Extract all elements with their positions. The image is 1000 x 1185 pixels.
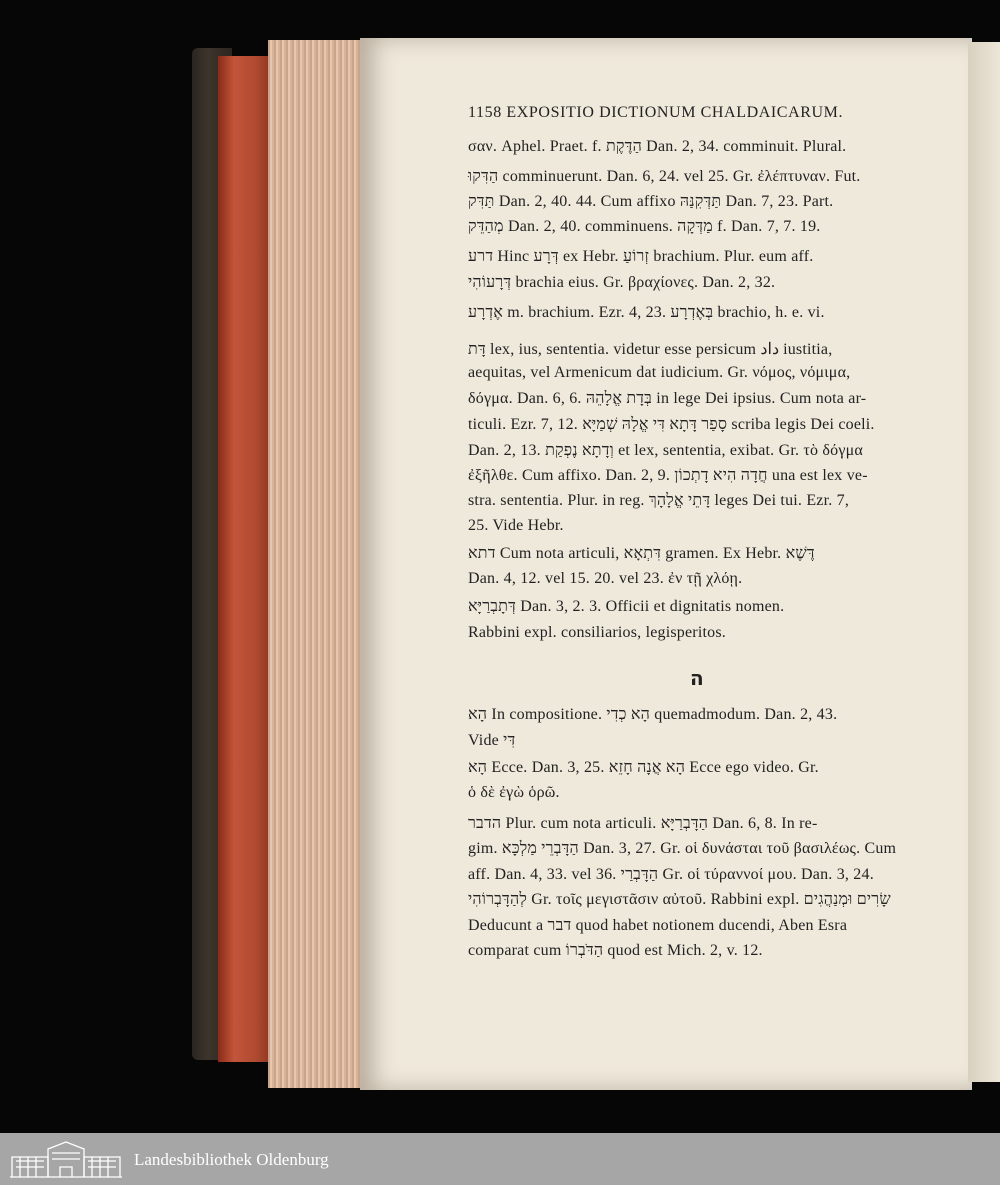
text-line: σαν. Aphel. Praet. f. הַדֶּקֶת Dan. 2, 34. comminuit. Plural. xyxy=(468,138,847,155)
text-line: אֶדְרָע m. brachium. Ezr. 4, 23. בְּאֶדְרָע brachio, h. e. vi. xyxy=(468,304,825,321)
text-line: דְּרָעוֹהִי brachia eius. Gr. βραχίονες. Dan. 2, 32. xyxy=(468,274,776,291)
text-line: הָא In compositione. הָא כְדִי quemadmodum. Dan. 2, 43. xyxy=(468,706,838,723)
text-line: הָא Ecce. Dan. 3, 25. הָא אֲנָה חָזֵא Ecce ego video. Gr. xyxy=(468,759,819,776)
text-line: Vide דִּי xyxy=(468,732,516,749)
text-line: דרע Hinc דְּרָע ex Hebr. זְרוֹעַ brachium. Plur. eum aff. xyxy=(468,248,814,265)
section-letter-he: ה xyxy=(690,666,704,690)
text-line: דְּתָבְרַיָּא Dan. 3, 2. 3. Officii et dignitatis nomen. xyxy=(468,598,785,615)
text-line: 25. Vide Hebr. xyxy=(468,517,564,534)
text-line: Rabbini expl. consiliarios, legisperitos. xyxy=(468,624,726,641)
text-line: תַּדִּק Dan. 2, 40. 44. Cum affixo תַּדְּקִנַּהּ Dan. 7, 23. Part. xyxy=(468,193,834,210)
text-line: הַדִּקוּ comminuerunt. Dan. 6, 24. vel 25. Gr. ἐλέπτυναν. Fut. xyxy=(468,168,861,185)
running-header: 1158 EXPOSITIO DICTIONUM CHALDAICARUM. xyxy=(468,104,844,121)
text-line: comparat cum הַדֹּבְרוֹ quod est Mich. 2, v. 12. xyxy=(468,942,763,959)
library-name: Landesbibliothek Oldenburg xyxy=(134,1150,329,1169)
text-line: δόγμα. Dan. 6, 6. בְּדָת אֱלָהֵהּ in lege Dei ipsius. Cum nota ar- xyxy=(468,390,867,407)
library-building-icon xyxy=(8,1139,124,1179)
text-line: aff. Dan. 4, 33. vel 36. הַדָּבְרַי Gr. οἱ τύραννοί μου. Dan. 3, 24. xyxy=(468,866,874,883)
text-line: Dan. 2, 13. וְדָתָא נֶפְקַת et lex, sententia, exibat. Gr. τὸ δόγμα xyxy=(468,442,863,459)
text-line: דָּת lex, ius, sententia. videtur esse persicum داد iustitia, xyxy=(468,341,833,358)
page-edge-red xyxy=(218,56,272,1062)
text-line: aequitas, vel Armenicum dat iudicium. Gr. νόμος, νόμιμα, xyxy=(468,364,851,381)
text-line: ticuli. Ezr. 7, 12. סָפַר דָּתָא דִּי אֱלָהּ שְׁמַיָּא scriba legis Dei coeli. xyxy=(468,416,875,433)
page-block-edges xyxy=(268,40,366,1088)
text-line: Deducunt a דבר quod habet notionem ducendi, Aben Esra xyxy=(468,917,848,934)
footer-bar xyxy=(0,1133,1000,1185)
text-line: Dan. 4, 12. vel 15. 20. vel 23. ἐν τῇ χλόῃ. xyxy=(468,570,743,587)
text-line: דתא Cum nota articuli, דִּתְאָא gramen. Ex Hebr. דֶּשֶׁא xyxy=(468,545,815,562)
text-line: מְהַדֵּק Dan. 2, 40. comminuens. מַדְּקָה f. Dan. 7, 7. 19. xyxy=(468,218,821,235)
facing-page-edge xyxy=(968,42,1000,1082)
text-line: gim. הַדָּבְרֵי מַלְכָּא Dan. 3, 27. Gr. οἱ δυνάσται τοῦ βασιλέως. Cum xyxy=(468,840,897,857)
text-line: הדבר Plur. cum nota articuli. הַדָּבְרַיָּא Dan. 6, 8. In re- xyxy=(468,815,818,832)
text-line: לְהַדָּבְרוֹהִי Gr. τοῖς μεγιστᾶσιν αὐτοῦ. Rabbini expl. שָׂרִים וּמְנַהֲגִים xyxy=(468,891,891,908)
text-line: ἐξῆλθε. Cum affixo. Dan. 2, 9. חֲדָה הִיא דָתְכוֹן una est lex ve- xyxy=(468,467,868,484)
text-line: ὁ δὲ ἐγὼ ὁρῶ. xyxy=(468,784,560,801)
text-line: stra. sententia. Plur. in reg. דָּתֵי אֱלָהָךְ leges Dei tui. Ezr. 7, xyxy=(468,492,850,509)
